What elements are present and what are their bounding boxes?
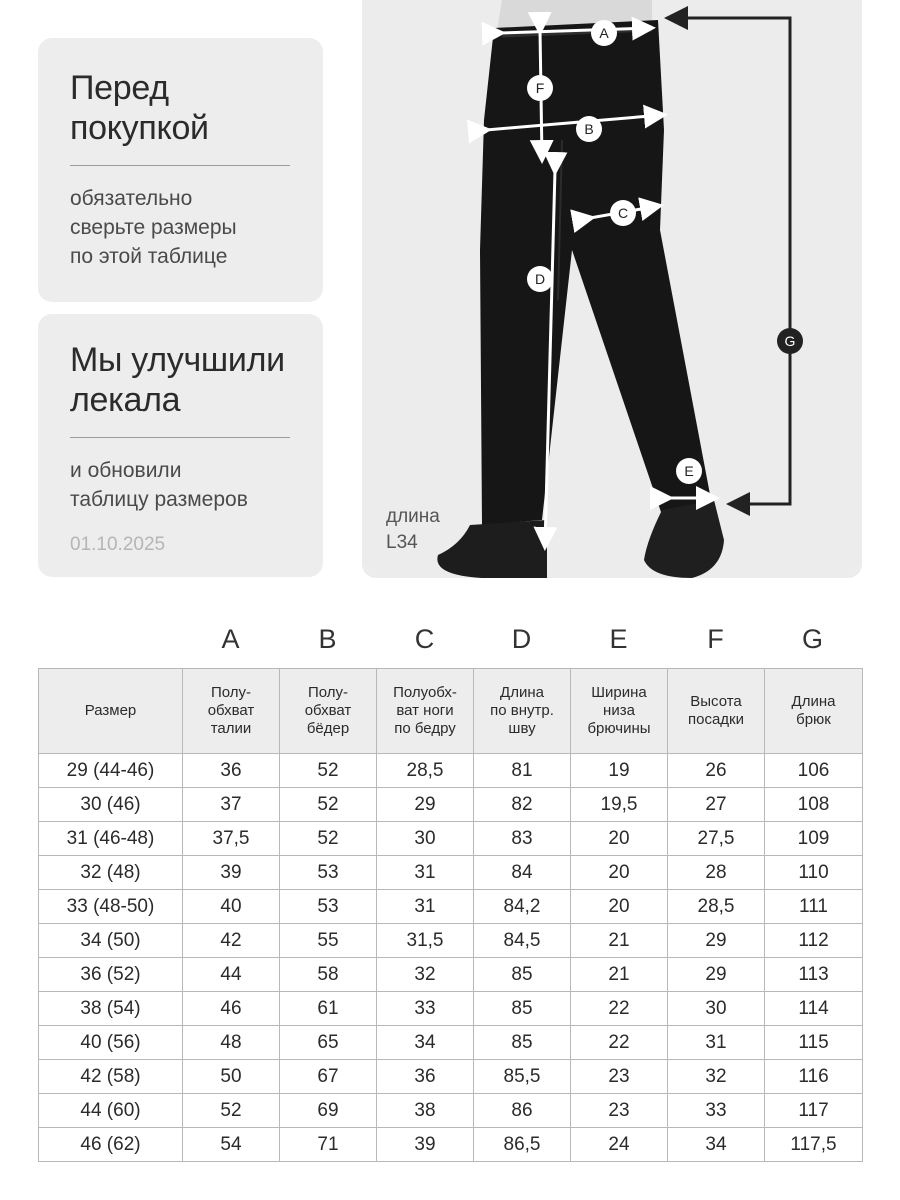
cell-waist: 40: [183, 890, 280, 924]
cell-rise: 28,5: [668, 890, 765, 924]
cell-thigh: 28,5: [377, 754, 474, 788]
cell-thigh: 33: [377, 992, 474, 1026]
cell-size: 38 (54): [39, 992, 183, 1026]
cell-inseam: 85: [474, 1026, 571, 1060]
cell-rise: 30: [668, 992, 765, 1026]
cell-size: 42 (58): [39, 1060, 183, 1094]
cell-waist: 50: [183, 1060, 280, 1094]
cell-thigh: 32: [377, 958, 474, 992]
cell-leg-opening: 20: [571, 890, 668, 924]
table-header-row: [39, 669, 863, 754]
cell-length: 116: [765, 1060, 863, 1094]
cell-length: 112: [765, 924, 863, 958]
marker-f-icon: [527, 75, 553, 101]
svg-text:F: F: [535, 80, 545, 96]
column-letter-g: G: [801, 624, 823, 654]
marker-a-icon: [591, 20, 617, 46]
cell-leg-opening: 21: [571, 958, 668, 992]
divider: [70, 437, 290, 438]
cell-rise: 27,5: [668, 822, 765, 856]
column-letter-d: D: [511, 624, 532, 654]
jeans-measurement-illustration: [362, 0, 862, 578]
cell-hips: 58: [280, 958, 377, 992]
card-text: обязательно сверьте размеры по этой таблице: [70, 187, 237, 268]
cell-hips: 52: [280, 788, 377, 822]
cell-size: 46 (62): [39, 1128, 183, 1162]
column-letter-e: E: [609, 624, 628, 654]
table-row: [39, 890, 863, 924]
cell-size: 33 (48-50): [39, 890, 183, 924]
cell-rise: 29: [668, 958, 765, 992]
table-row: [39, 788, 863, 822]
cell-hips: 53: [280, 890, 377, 924]
cell-size: 32 (48): [39, 856, 183, 890]
cell-inseam: 81: [474, 754, 571, 788]
cell-hips: 55: [280, 924, 377, 958]
cell-thigh: 30: [377, 822, 474, 856]
cell-rise: 29: [668, 924, 765, 958]
cell-thigh: 29: [377, 788, 474, 822]
cell-hips: 52: [280, 754, 377, 788]
cell-waist: 48: [183, 1026, 280, 1060]
svg-text:G: G: [784, 333, 796, 349]
svg-text:D: D: [534, 271, 546, 287]
table-row: [39, 1060, 863, 1094]
table-row: [39, 1128, 863, 1162]
header-inseam: Длина по внутр. шву: [474, 669, 571, 754]
cell-waist: 37,5: [183, 822, 280, 856]
table-row: [39, 992, 863, 1026]
column-letter-c: C: [414, 624, 435, 654]
cell-inseam: 86: [474, 1094, 571, 1128]
cell-length: 113: [765, 958, 863, 992]
cell-leg-opening: 21: [571, 924, 668, 958]
cell-length: 106: [765, 754, 863, 788]
cell-waist: 42: [183, 924, 280, 958]
cell-length: 111: [765, 890, 863, 924]
cell-inseam: 84: [474, 856, 571, 890]
header-length: Длина брюк: [765, 669, 863, 754]
cell-hips: 67: [280, 1060, 377, 1094]
cell-leg-opening: 19,5: [571, 788, 668, 822]
jeans-shape: [480, 20, 712, 525]
cell-length: 108: [765, 788, 863, 822]
svg-text:E: E: [684, 463, 694, 479]
cell-leg-opening: 22: [571, 992, 668, 1026]
card-title: Мы улучшили лекала: [70, 341, 285, 419]
marker-c-icon: [610, 200, 636, 226]
cell-thigh: 31,5: [377, 924, 474, 958]
cell-rise: 27: [668, 788, 765, 822]
info-card-improved-patterns: [38, 314, 323, 577]
cell-hips: 53: [280, 856, 377, 890]
cell-waist: 54: [183, 1128, 280, 1162]
cell-inseam: 86,5: [474, 1128, 571, 1162]
cell-leg-opening: 23: [571, 1094, 668, 1128]
cell-rise: 26: [668, 754, 765, 788]
cell-length: 109: [765, 822, 863, 856]
cell-leg-opening: 20: [571, 856, 668, 890]
svg-text:C: C: [617, 205, 629, 221]
marker-b-icon: [576, 116, 602, 142]
left-shoe: [437, 520, 547, 578]
marker-e-icon: [676, 458, 702, 484]
header-hips: Полу- обхват бёдер: [280, 669, 377, 754]
info-card-before-purchase: [38, 38, 323, 302]
cell-length: 114: [765, 992, 863, 1026]
cell-size: 36 (52): [39, 958, 183, 992]
cell-waist: 44: [183, 958, 280, 992]
cell-thigh: 39: [377, 1128, 474, 1162]
column-letter-f: F: [707, 624, 724, 654]
length-note: длина L34: [386, 506, 440, 553]
table-row: [39, 1094, 863, 1128]
cell-inseam: 84,2: [474, 890, 571, 924]
divider: [70, 165, 290, 166]
cell-size: 40 (56): [39, 1026, 183, 1060]
cell-size: 44 (60): [39, 1094, 183, 1128]
cell-waist: 39: [183, 856, 280, 890]
table-row: [39, 958, 863, 992]
jeans-figure: [362, 0, 862, 578]
cell-thigh: 31: [377, 856, 474, 890]
cell-size: 30 (46): [39, 788, 183, 822]
size-table: [38, 668, 863, 1162]
svg-text:B: B: [584, 121, 594, 137]
cell-thigh: 38: [377, 1094, 474, 1128]
cell-thigh: 31: [377, 890, 474, 924]
cell-inseam: 85: [474, 992, 571, 1026]
header-thigh: Полуобх- ват ноги по бедру: [377, 669, 474, 754]
table-row: [39, 1026, 863, 1060]
cell-inseam: 85,5: [474, 1060, 571, 1094]
card-text: и обновили таблицу размеров: [70, 459, 248, 511]
cell-hips: 61: [280, 992, 377, 1026]
table-row: [39, 754, 863, 788]
cell-inseam: 82: [474, 788, 571, 822]
marker-g-icon: [777, 328, 803, 354]
cell-waist: 52: [183, 1094, 280, 1128]
cell-inseam: 83: [474, 822, 571, 856]
cell-hips: 65: [280, 1026, 377, 1060]
cell-thigh: 34: [377, 1026, 474, 1060]
cell-hips: 69: [280, 1094, 377, 1128]
update-date: 01.10.2025: [70, 534, 166, 555]
cell-length: 115: [765, 1026, 863, 1060]
right-shoe: [644, 500, 724, 578]
header-size: Размер: [39, 669, 183, 754]
cell-waist: 46: [183, 992, 280, 1026]
cell-waist: 36: [183, 754, 280, 788]
cell-thigh: 36: [377, 1060, 474, 1094]
cell-leg-opening: 20: [571, 822, 668, 856]
cell-hips: 52: [280, 822, 377, 856]
cell-size: 34 (50): [39, 924, 183, 958]
cell-length: 117: [765, 1094, 863, 1128]
cell-waist: 37: [183, 788, 280, 822]
cell-leg-opening: 24: [571, 1128, 668, 1162]
cell-hips: 71: [280, 1128, 377, 1162]
card-title: Перед покупкой: [70, 69, 209, 147]
column-letter-b: B: [318, 624, 337, 654]
cell-length: 110: [765, 856, 863, 890]
table-row: [39, 924, 863, 958]
cell-inseam: 84,5: [474, 924, 571, 958]
cell-size: 31 (46-48): [39, 822, 183, 856]
column-letter-a: A: [221, 624, 240, 654]
cell-rise: 28: [668, 856, 765, 890]
cell-rise: 34: [668, 1128, 765, 1162]
cell-rise: 33: [668, 1094, 765, 1128]
svg-text:A: A: [599, 25, 609, 41]
header-rise: Высота посадки: [668, 669, 765, 754]
table-row: [39, 822, 863, 856]
cell-leg-opening: 19: [571, 754, 668, 788]
cell-rise: 31: [668, 1026, 765, 1060]
cell-length: 117,5: [765, 1128, 863, 1162]
table-row: [39, 856, 863, 890]
header-waist: Полу- обхват талии: [183, 669, 280, 754]
cell-size: 29 (44-46): [39, 754, 183, 788]
cell-rise: 32: [668, 1060, 765, 1094]
cell-inseam: 85: [474, 958, 571, 992]
marker-d-icon: [527, 266, 553, 292]
cell-leg-opening: 23: [571, 1060, 668, 1094]
header-leg-opening: Ширина низа брючины: [571, 669, 668, 754]
cell-leg-opening: 22: [571, 1026, 668, 1060]
